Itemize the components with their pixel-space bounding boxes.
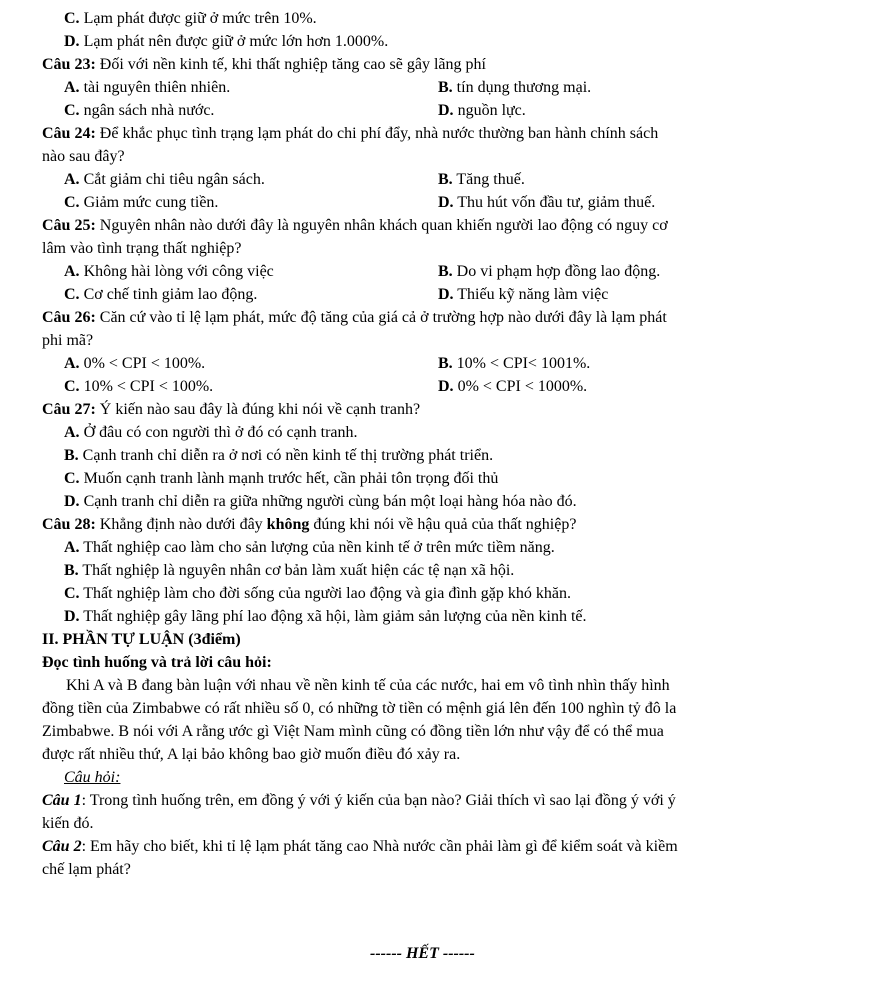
option-b: [438, 169, 525, 191]
question-text: Đối với nền kinh tế, khi thất nghiệp tăng cao sẽ gây lãng phí: [99, 56, 486, 73]
option-label: D.: [438, 286, 454, 303]
option-label: C.: [64, 286, 80, 303]
question-number: Câu 26:: [42, 309, 96, 326]
essay-question-text: : Trong tình huống trên, em đồng ý với ý kiến của bạn nào? Giải thích vì sao lại đồng ý với ý: [81, 792, 676, 809]
option-text: ngân sách nhà nước.: [83, 102, 215, 119]
option-c: [64, 192, 218, 214]
option-b: [438, 261, 660, 283]
end-marker: ------ HẾT ------: [370, 945, 475, 962]
questions-label: Câu hỏi:: [64, 769, 121, 786]
option-text: Thất nghiệp làm cho đời sống của người lao động và gia đình gặp khó khăn.: [83, 585, 571, 602]
option-d: [438, 284, 608, 306]
option-d: [438, 376, 587, 398]
option-label: A.: [64, 171, 80, 188]
essay-question-1: [42, 790, 676, 812]
question-number: Câu 23:: [42, 56, 96, 73]
option-text: Cạnh tranh chỉ diễn ra ở nơi có nền kinh tế thị trường phát triển.: [82, 447, 494, 464]
option-b: [438, 77, 591, 99]
option-a: [64, 353, 205, 375]
option-c: [64, 100, 214, 122]
question-text: Nguyên nhân nào dưới đây là nguyên nhân khách quan khiến người lao động có nguy cơ: [99, 217, 668, 234]
option-label: A.: [64, 355, 80, 372]
question-number: Câu 28:: [42, 516, 96, 533]
section-title: II. PHẦN TỰ LUẬN (3điểm): [42, 631, 241, 648]
option-label: D.: [438, 194, 454, 211]
option-text: 10% < CPI< 1001%.: [456, 355, 591, 372]
question-number: Câu 24:: [42, 125, 96, 142]
option-text: tài nguyên thiên nhiên.: [83, 79, 231, 96]
option-label: A.: [64, 424, 80, 441]
question-23: [42, 54, 486, 76]
option-label: A.: [64, 263, 80, 280]
option-c: [64, 583, 571, 605]
option-d: [64, 606, 587, 628]
question-text: Căn cứ vào tỉ lệ lạm phát, mức độ tăng của giá cả ở trường hợp nào dưới đây là lạm phát: [99, 309, 667, 326]
question-26-cont: phi mã?: [42, 332, 94, 349]
option-text: Thất nghiệp gây lãng phí lao động xã hội, làm giảm sản lượng của nền kinh tế.: [83, 608, 587, 625]
option-label: C.: [64, 102, 80, 119]
question-number: Câu 27:: [42, 401, 96, 418]
question-28: [42, 514, 576, 536]
question-text: đúng khi nói về hậu quả của thất nghiệp?: [309, 516, 577, 533]
question-text: Ý kiến nào sau đây là đúng khi nói về cạnh tranh?: [95, 401, 421, 418]
question-number: Câu 25:: [42, 217, 96, 234]
option-text: Cắt giảm chi tiêu ngân sách.: [83, 171, 265, 188]
option-text: Giảm mức cung tiền.: [83, 194, 219, 211]
essay-question-2-cont: chế lạm phát?: [42, 861, 131, 878]
question-25: [42, 215, 668, 237]
essay-question-2: [42, 836, 678, 858]
option-label: B.: [438, 79, 453, 96]
option-text: Lạm phát được giữ ở mức trên 10%.: [83, 10, 317, 27]
option-text: Thất nghiệp là nguyên nhân cơ bản làm xuất hiện các tệ nạn xã hội.: [82, 562, 515, 579]
paragraph-line: Khi A và B đang bàn luận với nhau về nền kinh tế của các nước, hai em vô tình nhìn thấy hình: [66, 677, 670, 694]
section-subtitle: Đọc tình huống và trả lời câu hỏi:: [42, 654, 272, 671]
option-text: Lạm phát nên được giữ ở mức lớn hơn 1.000%.: [83, 33, 389, 50]
option-text: Thất nghiệp cao làm cho sản lượng của nền kinh tế ở trên mức tiềm năng.: [83, 539, 555, 556]
option-label: A.: [64, 79, 80, 96]
option-label: C.: [64, 470, 80, 487]
option-text: nguồn lực.: [457, 102, 526, 119]
option-text: 10% < CPI < 100%.: [83, 378, 214, 395]
option-label: D.: [438, 102, 454, 119]
essay-question-number: Câu 1: [42, 792, 82, 809]
option-label: C.: [64, 378, 80, 395]
paragraph-line: Zimbabwe. B nói với A rằng ước gì Việt Nam mình cũng có đồng tiền lớn như vậy để có thể mua: [42, 723, 664, 740]
option-text: 0% < CPI < 100%.: [83, 355, 206, 372]
paragraph-line: đồng tiền của Zimbabwe có rất nhiều số 0, có những tờ tiền có mệnh giá lên đến 100 nghìn tỷ đô la: [42, 700, 677, 717]
paragraph-line: được rất nhiều thứ, A lại bảo không bao giờ muốn điều đó xảy ra.: [42, 746, 461, 763]
option-label: B.: [64, 447, 79, 464]
essay-question-text: : Em hãy cho biết, khi tỉ lệ lạm phát tăng cao Nhà nước cần phải làm gì để kiểm soát và kiềm: [81, 838, 678, 855]
option-label: D.: [438, 378, 454, 395]
option-c: [64, 8, 317, 30]
question-25-cont: lâm vào tình trạng thất nghiệp?: [42, 240, 242, 257]
option-text: 0% < CPI < 1000%.: [457, 378, 588, 395]
option-b: [64, 560, 514, 582]
essay-question-1-cont: kiến đó.: [42, 815, 94, 832]
option-d: [438, 192, 655, 214]
option-text: Ở đâu có con người thì ở đó có cạnh tranh.: [83, 424, 358, 441]
option-b: [438, 353, 590, 375]
option-text: tín dụng thương mại.: [456, 79, 592, 96]
option-d: [64, 31, 388, 53]
question-24: [42, 123, 658, 145]
option-c: [64, 284, 257, 306]
option-text: Tăng thuế.: [456, 171, 525, 188]
option-d: [438, 100, 526, 122]
option-a: [64, 537, 555, 559]
option-a: [64, 77, 230, 99]
option-c: [64, 376, 213, 398]
option-label: A.: [64, 539, 80, 556]
option-text: Không hài lòng với công việc: [83, 263, 274, 280]
option-label: B.: [64, 562, 79, 579]
option-label: C.: [64, 585, 80, 602]
option-label: B.: [438, 171, 453, 188]
option-label: C.: [64, 194, 80, 211]
option-text: Cơ chế tinh giảm lao động.: [83, 286, 258, 303]
option-label: B.: [438, 263, 453, 280]
option-a: [64, 261, 274, 283]
option-a: [64, 422, 358, 444]
option-a: [64, 169, 265, 191]
question-text: Để khắc phục tình trạng lạm phát do chi phí đẩy, nhà nước thường ban hành chính sách: [99, 125, 659, 142]
option-label: B.: [438, 355, 453, 372]
option-text: Thiếu kỹ năng làm việc: [457, 286, 609, 303]
option-label: C.: [64, 10, 80, 27]
question-text: Khẳng định nào dưới đây: [99, 516, 267, 533]
option-text: Cạnh tranh chỉ diễn ra giữa những người cùng bán một loại hàng hóa nào đó.: [83, 493, 577, 510]
option-c: [64, 468, 498, 490]
option-b: [64, 445, 493, 467]
question-26: [42, 307, 667, 329]
option-d: [64, 491, 577, 513]
option-label: D.: [64, 493, 80, 510]
option-text: Muốn cạnh tranh lành mạnh trước hết, cần phải tôn trọng đối thủ: [83, 470, 499, 487]
option-label: D.: [64, 608, 80, 625]
essay-question-number: Câu 2: [42, 838, 82, 855]
question-emphasis: không: [266, 516, 310, 533]
option-label: D.: [64, 33, 80, 50]
question-24-cont: nào sau đây?: [42, 148, 125, 165]
question-27: [42, 399, 420, 421]
option-text: Do vi phạm hợp đồng lao động.: [456, 263, 661, 280]
option-text: Thu hút vốn đầu tư, giảm thuế.: [457, 194, 656, 211]
